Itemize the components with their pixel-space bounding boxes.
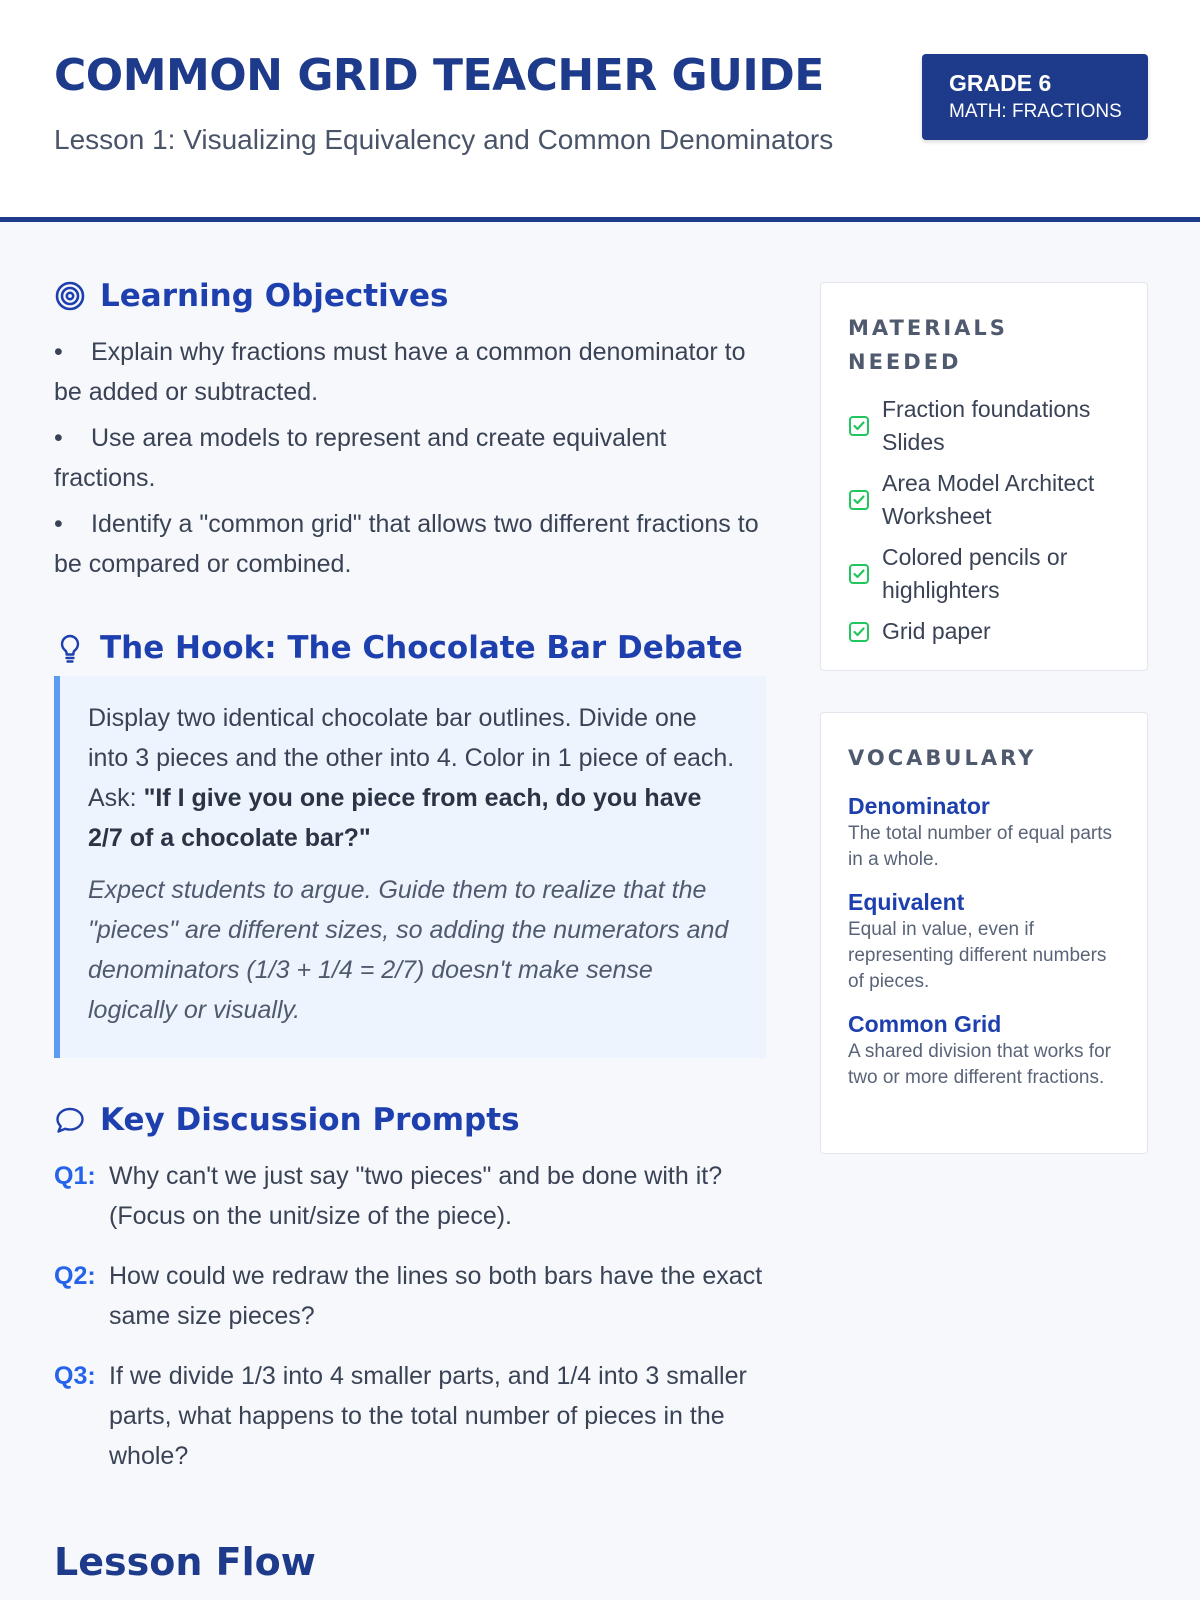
prompt-number: Q3: bbox=[54, 1362, 96, 1390]
hook-heading-label: The Hook: The Chocolate Bar Debate bbox=[100, 630, 743, 666]
prompts-heading bbox=[54, 1102, 766, 1138]
hook-question: "If I give you one piece from each, do you have 2/7 of a chocolate bar?" bbox=[88, 784, 702, 852]
vocabulary-card bbox=[820, 712, 1148, 1154]
objectives-heading-label: Learning Objectives bbox=[100, 278, 449, 314]
material-label: Fraction foundations Slides bbox=[882, 396, 1091, 455]
badge-grade: GRADE 6 bbox=[949, 70, 1052, 96]
hook-callout bbox=[54, 676, 766, 1058]
prompts-heading-label: Key Discussion Prompts bbox=[100, 1102, 520, 1138]
prompt-text: If we divide 1/3 into 4 smaller parts, and 1/4 into 3 smaller parts, what happens to the total number of pieces in the whole? bbox=[109, 1362, 747, 1470]
lesson-flow-heading: Lesson Flow bbox=[54, 1540, 316, 1584]
vocabulary-title: VOCABULARY bbox=[848, 746, 1037, 770]
list-item bbox=[54, 1356, 766, 1476]
list-item bbox=[848, 393, 1121, 459]
checkbox-icon bbox=[848, 489, 870, 511]
vocab-definition: Equal in value, even if representing different numbers of pieces. bbox=[848, 919, 1107, 992]
vocab-definition: A shared division that works for two or more different fractions. bbox=[848, 1041, 1111, 1088]
checkbox-icon bbox=[848, 415, 870, 437]
vocab-definition: The total number of equal parts in a whole. bbox=[848, 823, 1113, 870]
prompt-number: Q1: bbox=[54, 1162, 96, 1190]
list-item bbox=[848, 615, 1121, 648]
list-item: • Use area models to represent and create equivalent fractions. bbox=[54, 424, 667, 492]
checkbox-icon bbox=[848, 563, 870, 585]
page-header bbox=[0, 0, 1200, 222]
grade-badge bbox=[922, 54, 1148, 140]
list-item bbox=[54, 1156, 766, 1236]
objectives-list bbox=[54, 332, 766, 584]
vocab-term: Denominator bbox=[848, 793, 990, 819]
speech-bubble-icon bbox=[54, 1104, 86, 1136]
vocab-term: Equivalent bbox=[848, 889, 965, 915]
material-label: Area Model Architect Worksheet bbox=[882, 470, 1095, 529]
vocabulary-list bbox=[848, 791, 1121, 1091]
checkbox-icon bbox=[848, 621, 870, 643]
list-item bbox=[848, 467, 1121, 533]
materials-title: MATERIALS NEEDED bbox=[848, 316, 1008, 374]
prompt-text: How could we redraw the lines so both bars have the exact same size pieces? bbox=[109, 1262, 763, 1330]
main-content bbox=[54, 278, 766, 1496]
badge-subject: MATH: FRACTIONS bbox=[949, 101, 1122, 122]
prompt-number: Q2: bbox=[54, 1262, 96, 1290]
page-subtitle: Lesson 1: Visualizing Equivalency and Common Denominators bbox=[54, 124, 834, 155]
material-label: Grid paper bbox=[882, 618, 991, 644]
objectives-heading bbox=[54, 278, 766, 314]
materials-list bbox=[848, 393, 1121, 648]
page-title: COMMON GRID TEACHER GUIDE bbox=[54, 50, 824, 101]
target-icon bbox=[54, 280, 86, 312]
list-item: • Identify a "common grid" that allows two different fractions to be compared or combined. bbox=[54, 510, 759, 578]
hook-text: Display two identical chocolate bar outlines. Divide one into 3 pieces and the other into 4. Color in 1 piece of each. Ask: "If I give you one piece from each, do you have 2/7 of a chocolate bar?" bbox=[88, 704, 735, 852]
materials-card bbox=[820, 282, 1148, 671]
list-item bbox=[54, 1256, 766, 1336]
material-label: Colored pencils or highlighters bbox=[882, 544, 1068, 603]
list-item: • Explain why fractions must have a common denominator to be added or subtracted. bbox=[54, 338, 746, 406]
list-item bbox=[848, 541, 1121, 607]
lightbulb-icon bbox=[54, 632, 86, 664]
prompt-text: Why can't we just say "two pieces" and be done with it? (Focus on the unit/size of the piece). bbox=[109, 1162, 723, 1230]
hook-teacher-note: Expect students to argue. Guide them to realize that the "pieces" are different sizes, so adding the numerators and denominators (1/3 + 1/4 = 2/7) doesn't make sense logically or visually. bbox=[88, 876, 729, 1024]
prompts-list bbox=[54, 1156, 766, 1476]
hook-heading bbox=[54, 630, 766, 666]
vocab-term: Common Grid bbox=[848, 1011, 1002, 1037]
